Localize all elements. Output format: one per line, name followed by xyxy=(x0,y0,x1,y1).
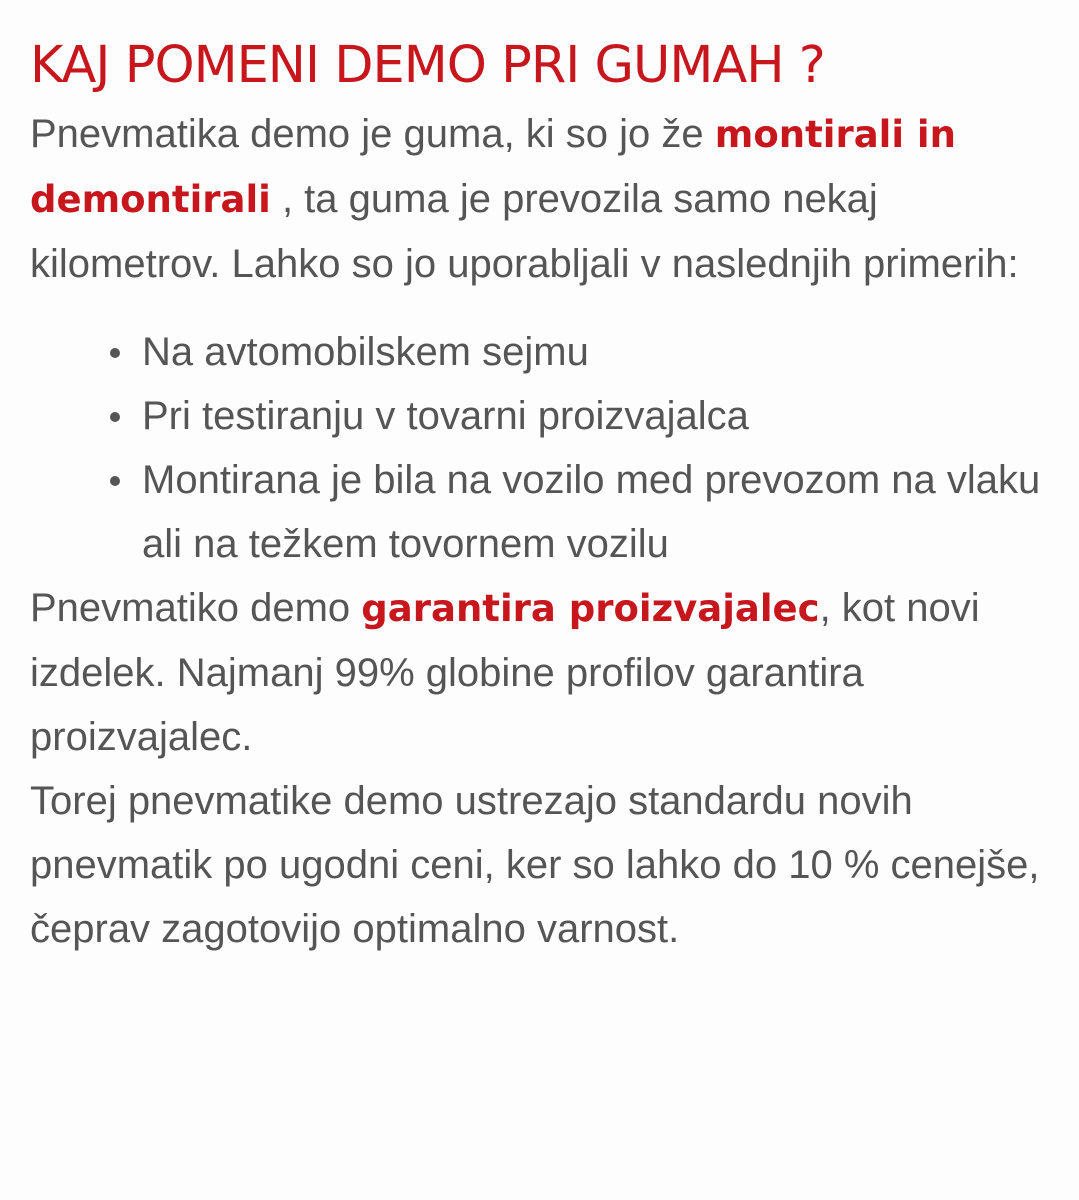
intro-text-end: , ta guma je prevozila samo nekaj kilometrov. Lahko so jo uporabljali v naslednjih primerih: xyxy=(30,177,1019,286)
intro-paragraph xyxy=(30,102,1065,296)
page-title: KAJ POMENI DEMO PRI GUMAH ? xyxy=(30,36,825,95)
list-item xyxy=(142,320,1065,384)
guarantee-paragraph xyxy=(30,576,1065,769)
bullet-icon xyxy=(110,476,120,486)
intro-text-start: Pnevmatika demo je guma, ki so jo že xyxy=(30,112,715,156)
guarantee-text-end: , kot novi izdelek. Najmanj 99% globine profilov garantira proizvajalec. xyxy=(30,586,980,759)
article xyxy=(30,30,1065,961)
usage-list xyxy=(30,320,1065,576)
guarantee-highlight: garantira proizvajalec xyxy=(361,587,820,630)
list-item-label: Montirana je bila na vozilo med prevozom na vlaku ali na težkem tovornem vozilu xyxy=(142,458,1041,566)
list-item-label: Na avtomobilskem sejmu xyxy=(142,330,589,374)
conclusion-paragraph: Torej pnevmatike demo ustrezajo standardu novih pnevmatik po ugodni ceni, ker so lahko do 10 % cenejše, čeprav zagotovijo optimalno varnost. xyxy=(30,779,1040,951)
guarantee-text-start: Pnevmatiko demo xyxy=(30,586,362,630)
list-item xyxy=(142,384,1065,448)
bullet-icon xyxy=(110,348,120,358)
intro-highlight: montirali in demontirali xyxy=(30,113,956,221)
list-item-label: Pri testiranju v tovarni proizvajalca xyxy=(142,394,749,438)
bullet-icon xyxy=(110,412,120,422)
list-item xyxy=(142,448,1065,576)
